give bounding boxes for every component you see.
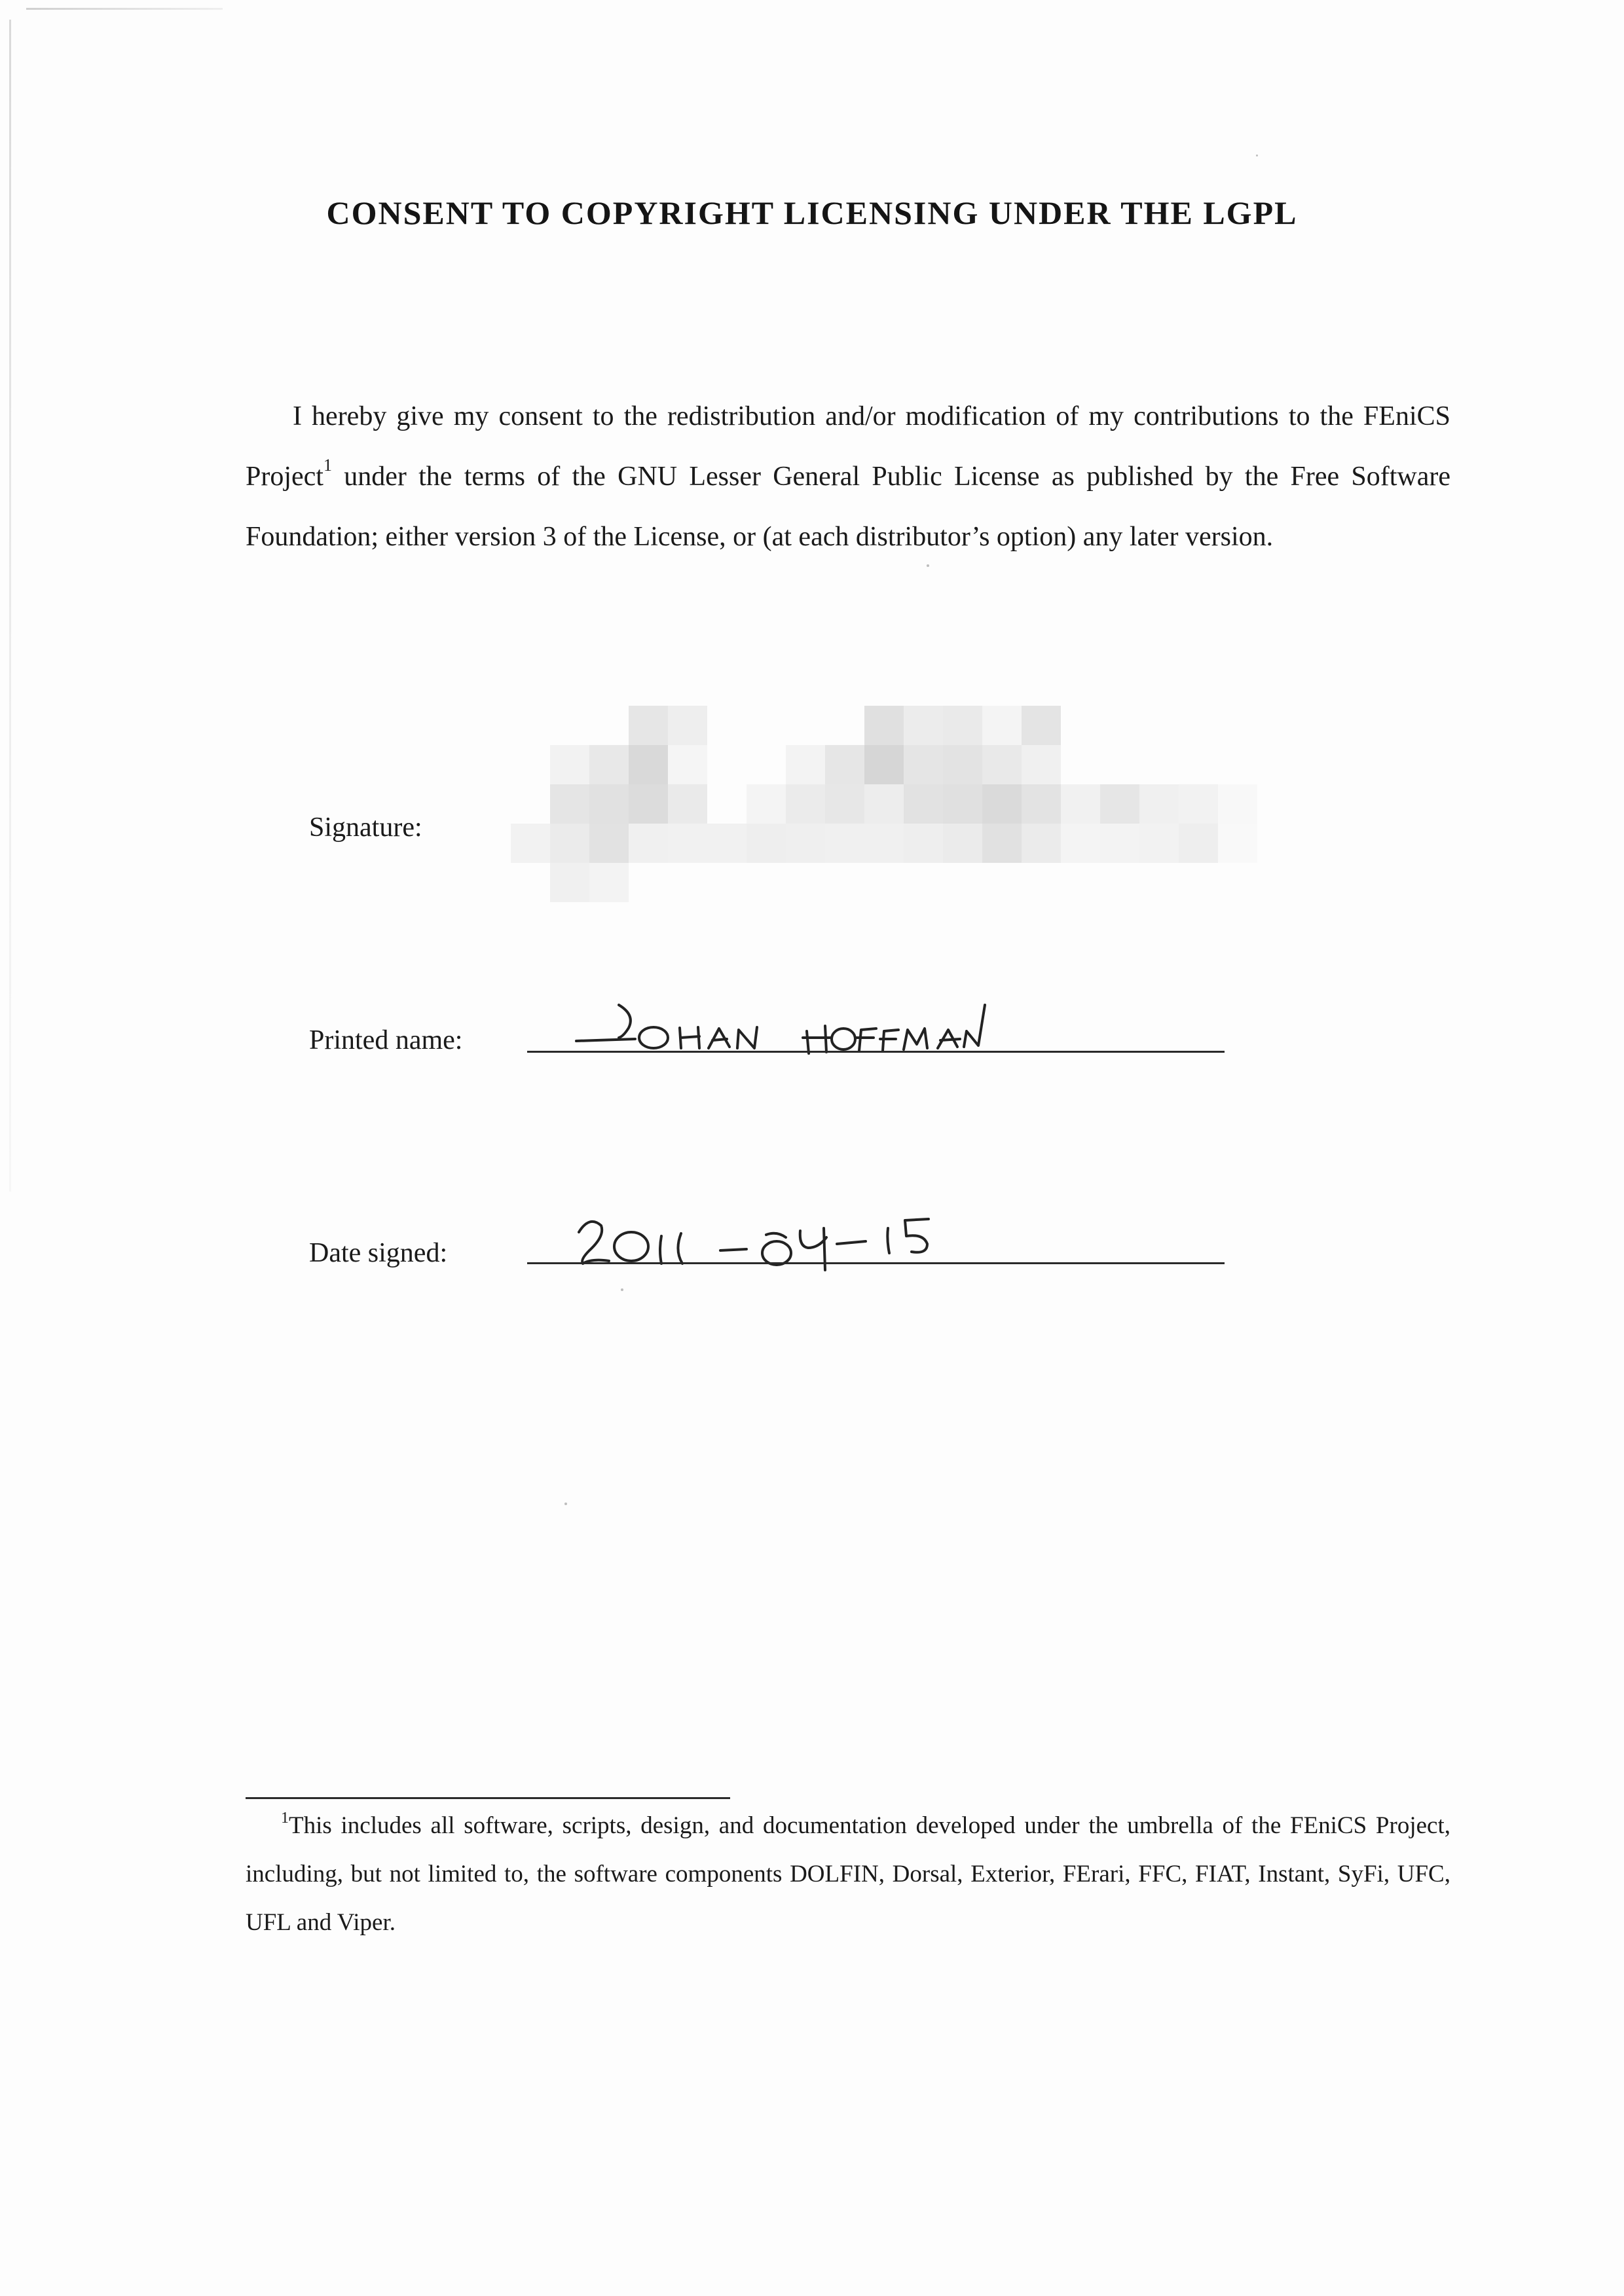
redacted-signature xyxy=(511,706,1257,902)
scan-speck xyxy=(564,1503,567,1505)
footnote-marker: 1 xyxy=(281,1810,289,1827)
footnote-rule xyxy=(246,1797,730,1799)
document-title: CONSENT TO COPYRIGHT LICENSING UNDER THE LGPL xyxy=(326,194,1298,231)
consent-paragraph xyxy=(246,386,1450,567)
consent-text-part2: under the terms of the GNU Lesser General Public License as published by the Free Software Foundation; either version 3 of the License, or (at each distributor’s option) any later version. xyxy=(246,462,1450,552)
consent-text-part1: I hereby give my consent to the redistribution and/or modification of my contributions to the FEniCS Project xyxy=(246,401,1450,492)
footnote-text: This includes all software, scripts, design, and documentation developed under the umbrella of the FEniCS Project, including, but not limited to, the software components DOLFIN, Dorsal, Exterior, FErari, FFC, FIAT, Instant, SyFi, UFC, UFL and Viper. xyxy=(246,1812,1450,1936)
scan-speck xyxy=(1256,155,1258,156)
signature-label: Signature: xyxy=(309,812,422,843)
footnote xyxy=(246,1802,1450,1947)
date-signed-label: Date signed: xyxy=(309,1238,448,1268)
footnote-reference: 1 xyxy=(323,456,332,475)
printed-name-line xyxy=(527,1051,1225,1053)
scan-speck xyxy=(621,1288,623,1291)
scan-edge-top xyxy=(26,8,223,10)
date-signed-handwriting xyxy=(570,1205,976,1277)
printed-name-label: Printed name: xyxy=(309,1025,463,1055)
date-signed-line xyxy=(527,1262,1225,1264)
printed-name-handwriting xyxy=(563,992,1061,1057)
